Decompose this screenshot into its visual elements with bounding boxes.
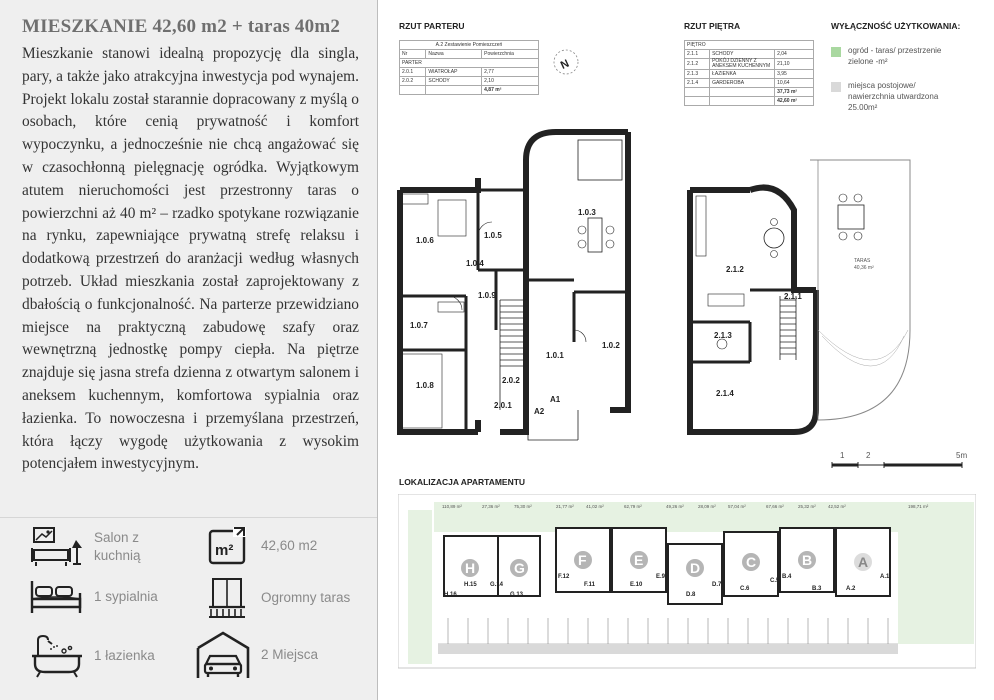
feature-bathroom [30, 634, 155, 678]
svg-text:27,36 m²: 27,36 m² [482, 504, 500, 509]
svg-text:E.10: E.10 [630, 582, 643, 588]
feature-area [207, 526, 317, 566]
first-floor-label: RZUT PIĘTRA [684, 21, 741, 31]
table-section: PARTER [400, 59, 539, 68]
svg-text:A.1: A.1 [880, 574, 890, 580]
divider [0, 517, 377, 518]
svg-text:110,89 m²: 110,89 m² [442, 504, 462, 509]
feature-label: 1 sypialnia [94, 589, 158, 604]
ground-floor-plan [400, 132, 628, 440]
bathtub-icon [30, 634, 84, 678]
svg-text:1.0.2: 1.0.2 [602, 341, 620, 350]
svg-text:1.0.9: 1.0.9 [478, 291, 496, 300]
north-arrow-icon [554, 50, 578, 74]
feature-label: 2 Miejsca [261, 647, 319, 662]
table-header: Nr [400, 50, 426, 59]
svg-text:5m: 5m [956, 451, 968, 460]
svg-text:TARAS: TARAS [854, 258, 871, 264]
svg-text:1.0.4: 1.0.4 [466, 259, 484, 268]
table-subtotal: 37,73 m² [775, 88, 814, 97]
svg-text:D: D [690, 560, 701, 576]
svg-text:H.15: H.15 [464, 582, 477, 588]
feature-parking [195, 630, 318, 680]
svg-text:H.16: H.16 [444, 592, 457, 598]
svg-text:67,66 m²: 67,66 m² [766, 504, 784, 509]
table-header: Powierzchnia [482, 50, 539, 59]
site-plan-drawing [398, 494, 976, 674]
svg-text:A1: A1 [550, 395, 561, 404]
table-row: 2.1.1 SCHODY 2,04 [685, 50, 814, 59]
svg-text:D.8: D.8 [686, 592, 696, 598]
feature-terrace [207, 577, 350, 619]
svg-text:C.6: C.6 [740, 586, 750, 592]
exclusive-use-label: WYŁĄCZNOŚĆ UŻYTKOWANIA: [831, 21, 961, 31]
svg-text:1: 1 [840, 451, 845, 460]
svg-text:A.2: A.2 [846, 586, 856, 592]
table-header: Nazwa [426, 50, 482, 59]
svg-text:2.1.1: 2.1.1 [784, 292, 802, 301]
feature-bedroom [28, 577, 158, 617]
garage-car-icon [195, 630, 251, 680]
legend-grey-text: miejsca postojowe/ nawierzchnia utwardzona 25.00m² [848, 81, 939, 112]
svg-text:42,52 m²: 42,52 m² [828, 504, 846, 509]
svg-text:A2: A2 [534, 407, 545, 416]
svg-text:B.4: B.4 [782, 574, 792, 580]
svg-text:E.9: E.9 [656, 574, 666, 580]
listing-title: MIESZKANIE 42,60 m2 + taras 40m2 [22, 16, 341, 37]
svg-text:2.1.3: 2.1.3 [714, 331, 732, 340]
table-total: 4,87 m² [482, 86, 539, 95]
legend-green-text: ogród - taras/ przestrzenie zielone -m² [848, 46, 942, 66]
svg-text:40,36 m²: 40,36 m² [854, 265, 874, 271]
svg-text:62,79 m²: 62,79 m² [624, 504, 642, 509]
svg-text:N: N [558, 57, 572, 72]
svg-text:2.1.4: 2.1.4 [716, 389, 734, 398]
feature-living-room [30, 526, 164, 568]
table-row: 2.0.1 WIATROŁAP 2,77 [400, 68, 539, 77]
svg-text:C: C [746, 554, 757, 570]
svg-text:1.0.6: 1.0.6 [416, 236, 434, 245]
svg-text:1.0.1: 1.0.1 [546, 351, 564, 360]
svg-text:1.0.8: 1.0.8 [416, 381, 434, 390]
svg-text:F.11: F.11 [584, 582, 596, 588]
svg-text:B: B [802, 552, 813, 568]
svg-text:A: A [858, 554, 869, 570]
table-row: 2.1.2 POKÓJ DZIENNY Z ANEKSEM KUCHENNYM 21,10 [685, 59, 814, 70]
feature-label: Salon z kuchnią [94, 530, 141, 563]
svg-text:2.0.2: 2.0.2 [502, 376, 520, 385]
svg-text:1.0.7: 1.0.7 [410, 321, 428, 330]
floor-plans-panel [378, 0, 994, 700]
feature-label: Ogromny taras [261, 590, 351, 605]
svg-text:49,26 m²: 49,26 m² [666, 504, 684, 509]
svg-text:B.3: B.3 [812, 586, 822, 592]
living-room-icon [30, 526, 84, 568]
svg-text:25,32 m²: 25,32 m² [798, 504, 816, 509]
listing-description: Mieszkanie stanowi idealną propozycję dla singla, pary, a także jako atrakcyjna inwestycja pod wynajem. Projekt lokalu został starannie dopracowany z myślą o osobach, które cenią prywatność i komfort wypoczynku, a jednocześnie nie chcą angażować się w czasochłonną pielęgnację ogródka. Wyjątkowym atutem nieruchomości jest przestronny taras o powierzchni aż 40 m² – rzadko spotykane rozwiązanie na rynku, zapewniające prywatną strefę relaksu i dodatkową przestrzeń do aranżacji według własnych potrzeb. Układ mieszkania został zaprojektowany z dbałością o funkcjonalność. Na parterze przewidziano miejsce na praktyczną zabudowę szafy oraz wewnętrzną jednostkę pompy ciepła. Na piętrze znajduje się jasna strefa dzienna z otwartym salonem i aneksem kuchennym, komfortowa sypialnia oraz łazienka. To nowoczesna i przemyślana przestrzeń, która łączy wygodę użytkowania z wysokim potencjałem inwestycyjnym. [22, 45, 359, 473]
svg-text:1.0.5: 1.0.5 [484, 231, 502, 240]
bed-icon [28, 577, 84, 617]
svg-text:2.0.1: 2.0.1 [494, 401, 512, 410]
svg-text:21,77 m²: 21,77 m² [556, 504, 574, 509]
svg-text:H: H [465, 560, 476, 576]
area-m2-icon [207, 526, 247, 566]
feature-label: 1 łazienka [94, 648, 155, 663]
svg-text:E: E [634, 552, 644, 568]
svg-text:28,09 m²: 28,09 m² [698, 504, 716, 509]
svg-text:F: F [578, 552, 587, 568]
terrace-icon [207, 577, 247, 619]
svg-text:1.0.3: 1.0.3 [578, 208, 596, 217]
location-label: LOKALIZACJA APARTAMENTU [399, 477, 526, 487]
floor-plans-drawing [378, 0, 994, 480]
svg-text:F.12: F.12 [558, 574, 570, 580]
svg-text:2: 2 [866, 451, 871, 460]
svg-text:C.5: C.5 [770, 578, 780, 584]
area-icon-text: m² [215, 542, 234, 559]
svg-text:2.1.2: 2.1.2 [726, 265, 744, 274]
scale-bar [832, 462, 962, 468]
svg-text:G.13: G.13 [510, 592, 524, 598]
feature-label: 42,60 m2 [261, 538, 318, 553]
ground-floor-label: RZUT PARTERU [399, 21, 465, 31]
svg-text:75,30 m²: 75,30 m² [514, 504, 532, 509]
table-row: 2.1.4 GARDEROBA 10,64 [685, 79, 814, 88]
description-panel [0, 0, 378, 700]
svg-text:57,04 m²: 57,04 m² [728, 504, 746, 509]
table-row: 2.1.3 ŁAZIENKA 3,95 [685, 70, 814, 79]
table-caption: A.2 Zestawienie Pomieszczeń [400, 41, 539, 50]
svg-text:G.14: G.14 [490, 582, 504, 588]
table-section: PIĘTRO [685, 41, 814, 50]
table-row: 2.0.2 SCHODY 2,10 [400, 77, 539, 86]
table-total: 42,60 m² [775, 97, 814, 106]
svg-text:41,02 m²: 41,02 m² [586, 504, 604, 509]
svg-text:G: G [514, 560, 525, 576]
svg-text:D.7: D.7 [712, 582, 722, 588]
svg-text:198,71 m²: 198,71 m² [908, 504, 929, 509]
